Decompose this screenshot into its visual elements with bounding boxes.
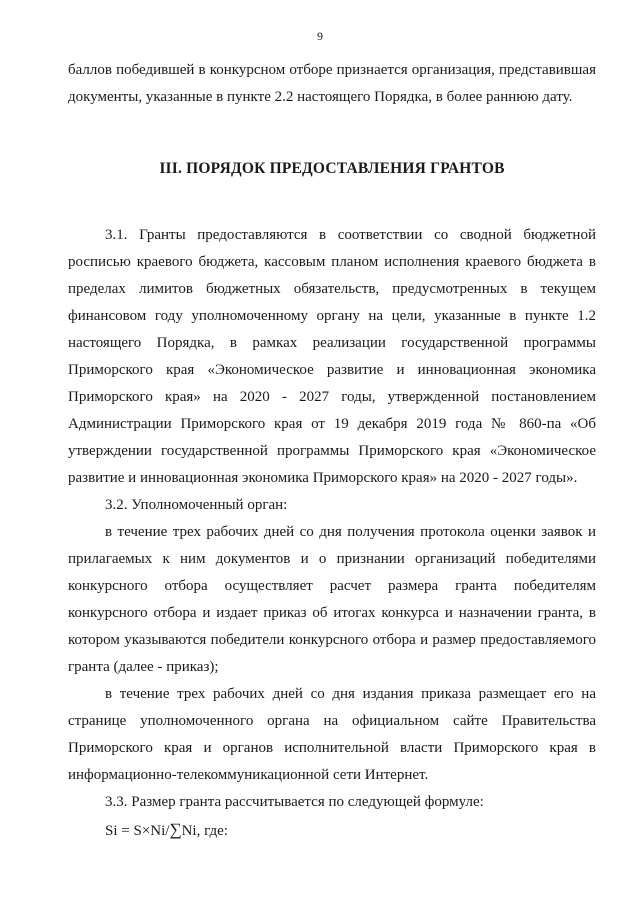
paragraph-3-1: 3.1. Гранты предоставляются в соответствии со сводной бюджетной росписью краевого бюджета, кассовым планом исполнения краевого бюджета в пределах лимитов бюджетных обязательств, предусмотренных в текущем финансовом году уполномоченному органу на цели, указанные в пункте 1.2 настоящего Порядка, в рамках реализации государственной программы Приморского края «Экономическое развитие и инновационная экономика Приморского края» на 2020 - 2027 годы, утвержденной постановлением Администрации Приморского края от 19 декабря 2019 года № 860-па «Об утверждении государственной программы Приморского края «Экономическое развитие и инновационная экономика Приморского края» на 2020 - 2027 годы». xyxy=(68,227,596,486)
paragraph-continuation: баллов победившей в конкурсном отборе признается организация, представившая документы, указанные в пункте 2.2 настоящего Порядка, в более раннюю дату. xyxy=(68,62,596,105)
page-number: 9 xyxy=(317,29,323,43)
paragraph-publication: в течение трех рабочих дней со дня издания приказа размещает его на странице уполномоченного органа на официальном сайте Правительства Приморского края и органов исполнительной власти Приморского края в информационно-телекоммуникационной сети Интернет. xyxy=(68,686,596,783)
formula-times: × xyxy=(141,823,151,839)
spacer xyxy=(68,111,596,155)
formula-sum-symbol: ∑ xyxy=(169,820,182,839)
formula-left: Si = S xyxy=(105,823,142,839)
paragraph-3-2: 3.2. Уполномоченный орган: xyxy=(105,497,288,513)
spacer xyxy=(68,182,596,222)
section-heading: III. ПОРЯДОК ПРЕДОСТАВЛЕНИЯ ГРАНТОВ xyxy=(159,160,505,177)
formula-ni: Ni/ xyxy=(150,823,170,839)
paragraph-3-3: 3.3. Размер гранта рассчитывается по следующей формуле: xyxy=(105,794,484,810)
grant-formula xyxy=(68,816,596,845)
paragraph-protocol: в течение трех рабочих дней со дня получения протокола оценки заявок и прилагаемых к ним документов и о признании организаций победителями конкурсного отбора осуществляет расчет размера гранта победителям конкурсного отбора и издает приказ об итогах конкурса и назначении гранта, в котором указываются победители конкурсного отбора и размер предоставляемого гранта (далее - приказ); xyxy=(68,524,596,675)
formula-rest: Ni, где: xyxy=(181,823,228,839)
document-body xyxy=(68,57,596,845)
